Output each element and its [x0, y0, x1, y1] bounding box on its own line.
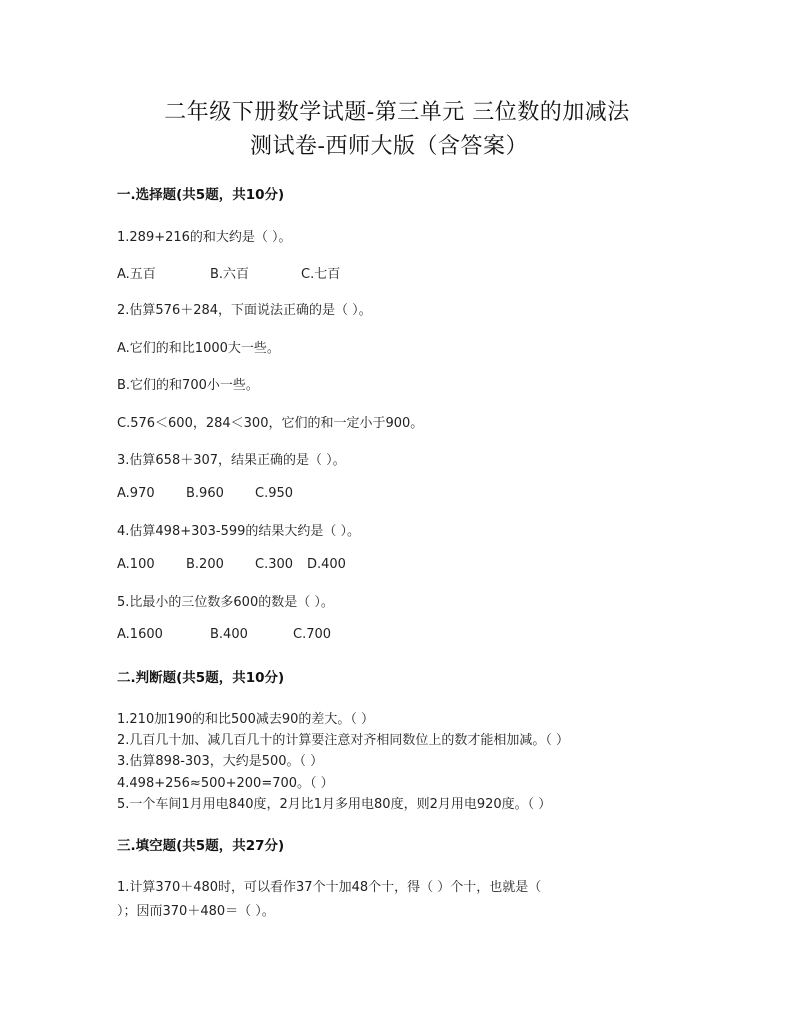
option-a: A.970	[117, 486, 155, 501]
exam-title-line1: 二年级下册数学试题-第三单元 三位数的加减法	[164, 100, 630, 125]
choice-options-1	[117, 263, 340, 282]
judge-question-2: 2.几百几十加、减几百几十的计算要注意对齐相同数位上的数才能相加减。（ ）	[117, 733, 570, 748]
option-b: B.六百	[210, 267, 250, 282]
option-a: A.五百	[117, 267, 156, 282]
fill-question-1-line1: 1.计算370＋480时，可以看作37个十加48个十，得（ ）个十，也就是（	[117, 880, 542, 895]
choice-options-3	[117, 486, 293, 501]
section-heading-choice: 一.选择题(共5题，共10分)	[117, 187, 285, 203]
choice-q2-option-b: B.它们的和700小一些。	[117, 378, 259, 393]
option-d: D.400	[307, 557, 346, 572]
option-b: B.960	[186, 486, 224, 501]
exam-title-line2: 测试卷-西师大版（含答案）	[250, 134, 528, 159]
choice-question-2: 2.估算576＋284，下面说法正确的是（ ）。	[117, 303, 372, 318]
judge-question-4: 4.498+256≈500+200=700。（ ）	[117, 776, 334, 791]
choice-q2-option-c: C.576＜600，284＜300，它们的和一定小于900。	[117, 416, 424, 431]
option-c: C.七百	[301, 267, 341, 282]
choice-question-5: 5.比最小的三位数多600的数是（ ）。	[117, 595, 334, 610]
choice-question-1: 1.289+216的和大约是（ ）。	[117, 230, 292, 245]
option-a: A.1600	[117, 627, 163, 642]
judge-question-1: 1.210加190的和比500减去90的差大。（ ）	[117, 712, 375, 727]
choice-options-4	[117, 557, 346, 572]
option-b: B.400	[210, 627, 248, 642]
choice-question-4: 4.估算498+303-599的结果大约是（ ）。	[117, 524, 361, 539]
choice-question-3: 3.估算658＋307，结果正确的是（ ）。	[117, 453, 346, 468]
choice-q2-option-a: A.它们的和比1000大一些。	[117, 341, 280, 356]
choice-options-5	[117, 627, 331, 642]
option-a: A.100	[117, 557, 155, 572]
option-b: B.200	[186, 557, 224, 572]
option-c: C.700	[293, 627, 332, 642]
judge-question-5: 5.一个车间1月用电840度，2月比1月多用电80度，则2月用电920度。（ ）	[117, 797, 552, 812]
option-c: C.950	[255, 486, 294, 501]
option-c: C.300	[255, 557, 294, 572]
fill-question-1-line2: ）；因而370＋480＝（ ）。	[117, 904, 275, 919]
judge-question-3: 3.估算898-303，大约是500。（ ）	[117, 754, 324, 769]
section-heading-judge: 二.判断题(共5题，共10分)	[117, 670, 285, 686]
section-heading-fill: 三.填空题(共5题，共27分)	[117, 838, 285, 854]
